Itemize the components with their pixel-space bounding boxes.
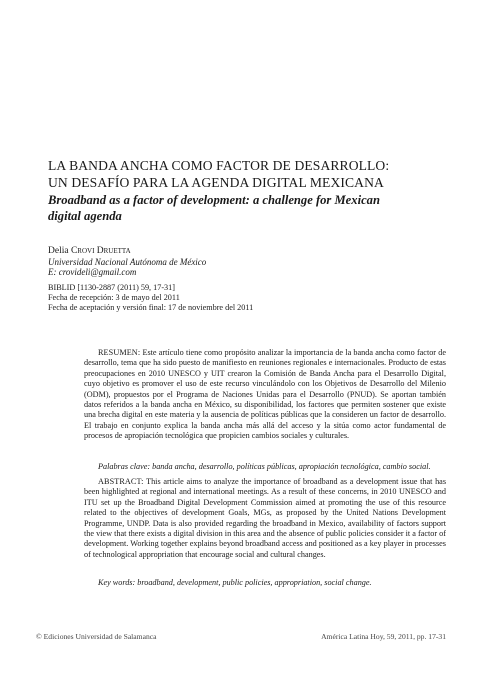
abstract-paragraph xyxy=(84,477,446,560)
title-line-2: UN DESAFÍO PARA LA AGENDA DIGITAL MEXICANA xyxy=(48,175,384,190)
accepted-date: Fecha de aceptación y versión final: 17 de noviembre del 2011 xyxy=(48,303,254,313)
biblid: BIBLID [1130-2887 (2011) 59, 17-31] xyxy=(48,283,175,292)
resumen-text: Este artículo tiene como propósito analizar la importancia de la banda ancha como factor de desarrollo, tema que ha sido puesto de manifiesto en reuniones regionales e internacionales. Producto de estas preocupaciones en 2010 UNESCO y UIT crearon la Comisión de Banda Ancha para el Desarrollo Digital, cuyo objetivo es promover el uso de este recurso vinculándolo con los Objetivos de Desarrollo del Milenio (ODM), propuestos por el Programa de Naciones Unidas para el Desarrollo (PNUD). Se aportan también datos referidos a la banda ancha en México, su disponibilidad, los factores que permiten sostener que existe una brecha digital en este materia y la ausencia de políticas públicas que la consideren un factor de desarrollo. El trabajo en conjunto explica la banda ancha más allá del acceso y la sitúa como actor fundamental de procesos de apropiación tecnológica que propicien cambios sociales y culturales. xyxy=(84,348,446,441)
footer-copyright: © Ediciones Universidad de Salamanca xyxy=(36,632,157,641)
article-title xyxy=(48,157,448,191)
english-title xyxy=(48,192,448,224)
author-first-name: Delia xyxy=(48,246,69,256)
author-block xyxy=(48,246,206,278)
abstract-text: This article aims to analyze the importance of broadband as a development issue that has been highlighted at regional and international meetings. As a result of these concerns, in 2010 UNESCO and ITU set up the Broadband Digital Development Commission aimed at promoting the use of this resource related to the objectives of development Goals, MGs, as proposed by the United Nations Development Programme, UNDP. Data is also provided regarding the broadband in Mexico, availability of factors support the view that there exists a digital division in this area and the absence of public policies consider it a factor of development. Working together explains beyond broadband access and positioned as a key player in processes of technological appropriation that encourage social and cultural changes. xyxy=(84,477,447,559)
author-last-name: Crovi Druetta xyxy=(70,246,131,256)
received-date: Fecha de recepción: 3 de mayo del 2011 xyxy=(48,293,180,303)
key-words: Key words: broadband, development, public policies, appropriation, social change. xyxy=(98,578,372,587)
author-affiliation: Universidad Nacional Autónoma de México xyxy=(48,256,207,267)
english-title-line-2: digital agenda xyxy=(48,209,122,223)
palabras-clave: Palabras clave: banda ancha, desarrollo, políticas públicas, apropiación tecnológica, cambio social. xyxy=(98,462,431,471)
abstract-label: ABSTRACT: xyxy=(98,477,144,486)
article-metadata xyxy=(48,283,253,314)
author-email: E: crovideli@gmail.com xyxy=(48,267,137,277)
title-line-1: LA BANDA ANCHA COMO FACTOR DE DESARROLLO: xyxy=(48,158,390,173)
english-title-line-1: Broadband as a factor of development: a challenge for Mexican xyxy=(48,193,380,207)
resumen-label: RESUMEN: xyxy=(98,348,141,357)
author-name xyxy=(48,246,206,257)
resumen-paragraph xyxy=(84,348,446,442)
footer-citation: América Latina Hoy, 59, 2011, pp. 17-31 xyxy=(321,632,446,641)
